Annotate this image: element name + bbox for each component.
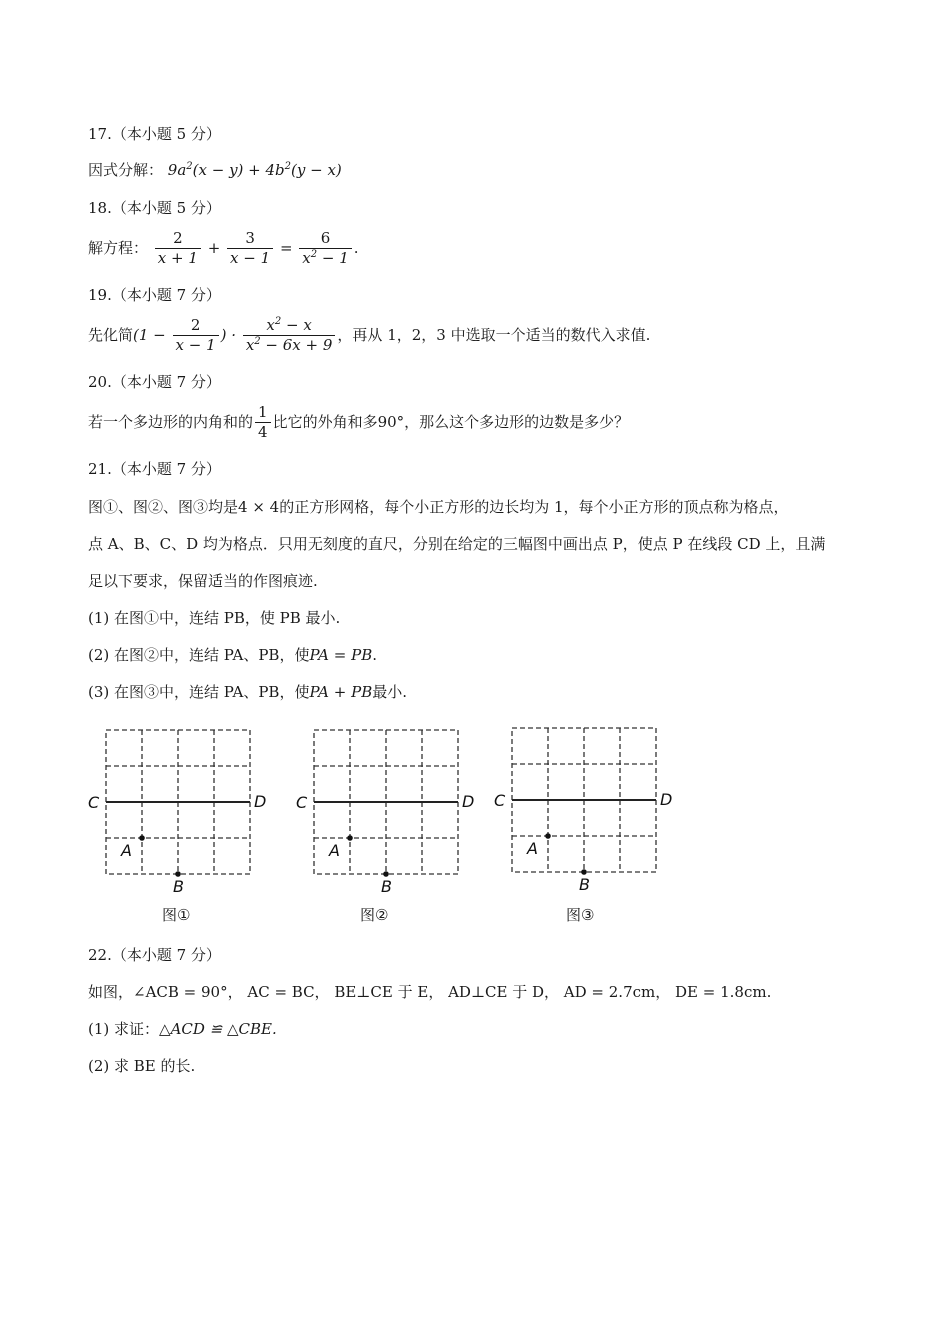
figure-1: [84, 722, 274, 924]
label-c: C: [296, 793, 308, 812]
q22-problem: 如图，∠ACB = 90°， AC = BC， BE⊥CE 于 E， AD⊥CE 于 D， AD = 2.7cm， DE = 1.8cm.: [88, 983, 772, 1001]
q21-para-3: 足以下要求，保留适当的作图痕迹.: [88, 572, 318, 590]
q20-problem: 若一个多边形的内角和的 $\frac{1}{4}$ 比它的外角和多90°，那么这个多边形的边数是多少？: [88, 403, 630, 441]
point-b: [175, 871, 181, 877]
q21-sub-3: (3) 在图③中，连结 PA、PB，使PA + PB最小.: [88, 683, 408, 701]
q19-fraction-2: $\frac{x^2 - x}{x^2 - 6x + 9}$: [243, 318, 336, 353]
q17-prefix: 因式分解：: [88, 161, 164, 179]
q20-fraction: $\frac{1}{4}$: [255, 405, 271, 440]
label-a: A: [121, 841, 132, 860]
point-b: [581, 869, 587, 875]
q21-para-1: 图①、图②、图③均是4 × 4的正方形网格，每个小正方形的边长均为 1，每个小正方形的顶点称为格点，: [88, 498, 789, 516]
grid-3: [490, 720, 680, 900]
q19-prefix: 先化简: [88, 326, 134, 344]
q21-sub-1: (1) 在图①中，连结 PB，使 PB 最小.: [88, 609, 341, 627]
q18-equals: =: [279, 239, 293, 257]
q17-problem: [88, 163, 342, 178]
point-a: [347, 835, 353, 841]
q18-plus: +: [207, 239, 221, 257]
q21-para-2: 点 A、B、C、D 均为格点．只用无刻度的直尺，分别在给定的三幅图中画出点 P，使点 P 在线段 CD 上，且满: [88, 535, 826, 553]
q18-fraction-3: $\frac{6}{x^2 - 1}$: [299, 231, 352, 266]
caption-2: 图②: [360, 906, 389, 924]
q20-degrees: 90°: [377, 413, 405, 431]
caption-3: 图③: [566, 906, 595, 924]
figure-2: [292, 722, 482, 924]
q22-heading: 22.（本小题 7 分）: [88, 946, 221, 964]
q17-heading: 17.（本小题 5 分）: [88, 125, 221, 143]
q22-sub-1: (1) 求证：△ACD ≌ △CBE.: [88, 1020, 277, 1038]
q20-heading: 20.（本小题 7 分）: [88, 373, 221, 391]
q17-expr: $9a^2(x - y) + 4b^2(y - x)$: [167, 161, 342, 179]
label-c: C: [88, 793, 100, 812]
q21-sub-2: (2) 在图②中，连结 PA、PB，使PA = PB.: [88, 646, 378, 664]
label-a: A: [527, 839, 538, 858]
point-b: [383, 871, 389, 877]
point-a: [545, 833, 551, 839]
grid-2: [292, 722, 482, 902]
q18-problem: 解方程： $\frac{2}{x + 1}$ + $\frac{3}{x - 1}$ = $\frac{6}{x^2 - 1}$ .: [88, 229, 359, 267]
label-b: B: [579, 875, 590, 894]
q22-sub-2: (2) 求 BE 的长.: [88, 1057, 196, 1075]
caption-1: 图①: [162, 906, 191, 924]
q21-heading: 21.（本小题 7 分）: [88, 460, 221, 478]
point-a: [139, 835, 145, 841]
label-a: A: [329, 841, 340, 860]
q18-heading: 18.（本小题 5 分）: [88, 199, 221, 217]
label-b: B: [381, 877, 392, 896]
q18-fraction-1: $\frac{2}{x + 1}$: [155, 231, 201, 266]
q19-suffix: ，再从 1，2，3 中选取一个适当的数代入求值.: [337, 326, 651, 344]
figure-3: [490, 720, 680, 924]
q19-heading: 19.（本小题 7 分）: [88, 286, 221, 304]
q20-prefix: 若一个多边形的内角和的: [88, 413, 254, 431]
grid-1: [84, 722, 274, 902]
q19-fraction-1: $\frac{2}{x - 1}$: [173, 318, 219, 353]
label-d: D: [660, 790, 673, 809]
q18-prefix: 解方程：: [88, 239, 149, 257]
q18-fraction-2: $\frac{3}{x - 1}$: [227, 231, 273, 266]
label-b: B: [173, 877, 184, 896]
q19-problem: 先化简(1 − $\frac{2}{x - 1}$ ) · $\frac{x^2 - x}{x^2 - 6x + 9}$ ，再从 1，2，3 中选取一个适当的数代入求值.: [88, 316, 651, 354]
label-d: D: [462, 792, 475, 811]
label-c: C: [494, 791, 506, 810]
label-d: D: [254, 792, 267, 811]
